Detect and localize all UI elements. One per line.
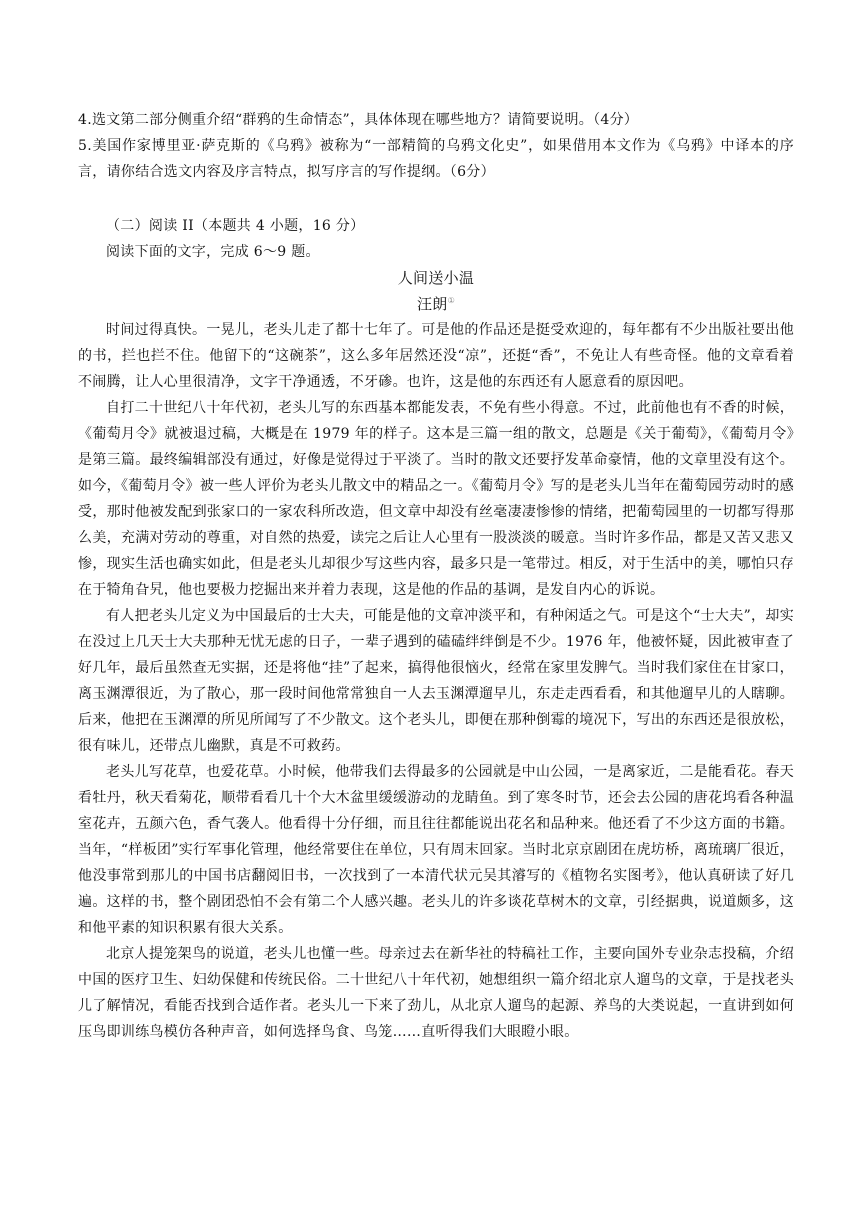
article-author (78, 291, 794, 317)
section-heading: （二）阅读 II（本题共 4 小题，16 分） (106, 218, 365, 234)
footnote-mark: ① (447, 296, 456, 305)
article-paragraph: 北京人提笼架鸟的说道，老头儿也懂一些。母亲过去在新华社的特稿社工作，主要向国外专业杂志投稿，介绍中国的医疗卫生、妇幼保健和传统民俗。二十世纪八十年代初，她想组织一篇介绍北京人遛鸟的文章，于是找老头儿了解情况，看能否找到合适作者。老头儿一下来了劲儿，从北京人遛鸟的起源、养鸟的大类说起，一直讲到如何压鸟即训练鸟模仿各种声音，如何选择鸟食、鸟笼……直听得我们大眼瞪小眼。 (78, 946, 794, 1040)
article-paragraph: 有人把老头儿定义为中国最后的士大夫，可能是他的文章冲淡平和，有种闲适之气。可是这个“士大夫”，却实在没过上几天士大夫那种无忧无虑的日子，一辈子遇到的磕磕绊绊倒是不少。1976 年，他被怀疑，因此被审查了好几年，最后虽然查无实据，还是将他“挂”了起来，搞得他很恼火，经常在家里发脾气。当时我们家住在甘家口，离玉渊潭很近，为了散心，那一段时间他常常独自一人去玉渊潭遛早儿，东走走西看看，和其他遛早儿的人瞎聊。后来，他把在玉渊潭的所见所闻写了不少散文。这个老头儿，即便在那种倒霉的境况下，写出的东西还是很放松，很有味儿，还带点儿幽默，真是不可救药。 (78, 608, 794, 754)
questions-block (78, 107, 794, 185)
reading-section (78, 213, 794, 1045)
author-name: 汪朗 (416, 295, 448, 313)
article-title: 人间送小温 (397, 269, 475, 287)
article-paragraph: 自打二十世纪八十年代初，老头儿写的东西基本都能发表，不免有些小得意。不过，此前他也有不香的时候，《葡萄月令》就被退过稿，大概是在 1979 年的样子。这本是三篇一组的散文，总题是《关于葡萄》，《葡萄月令》是第三篇。最终编辑部没有通过，好像是觉得过于平淡了。当时的散文还要抒发革命豪情，他的文章里没有这个。如今，《葡萄月令》被一些人评价为老头儿散文中的精品之一。《葡萄月令》写的是老头儿当年在葡萄园劳动时的感受，那时他被发配到张家口的一家农科所改造，但文章中却没有丝毫凄凄惨惨的情绪，把葡萄园里的一切都写得那么美，充满对劳动的尊重，对自然的热爱，读完之后让人心里有一股淡淡的暖意。当时许多作品，都是又苦又悲又惨，现实生活也确实如此，但是老头儿却很少写这些内容，最多只是一笔带过。相反，对于生活中的美，哪怕只存在于犄角旮旯，他也要极力挖掘出来并着力表现，这是他的作品的基调，是发自内心的诉说。 (78, 400, 794, 598)
section-instruction: 阅读下面的文字，完成 6～9 题。 (106, 244, 320, 260)
article-paragraph: 老头儿写花草，也爱花草。小时候，他带我们去得最多的公园就是中山公园，一是离家近，二是能看花。春天看牡丹，秋天看菊花，顺带看看几十个大木盆里缓缓游动的龙睛鱼。到了寒冬时节，还会去公园的唐花坞看各种温室花卉，五颜六色，香气袭人。他看得十分仔细，而且往往都能说出花名和品种来。他还看了不少这方面的书籍。当年，“样板团”实行军事化管理，他经常要住在单位，只有周末回家。当时北京京剧团在虎坊桥，离琉璃厂很近，他没事常到那儿的中国书店翻阅旧书，一次找到了一本清代状元吴其濬写的《植物名实图考》，他认真研读了好几遍。这样的书，整个剧团恐怕不会有第二个人感兴趣。老头儿的许多谈花草树木的文章，引经据典，说道颇多，这和他平素的知识积累有很大关系。 (78, 764, 794, 936)
question-5: 5.美国作家博里亚·萨克斯的《乌鸦》被称为“一部精简的乌鸦文化史”，如果借用本文作为《乌鸦》中译本的序言，请你结合选文内容及序言特点，拟写序言的写作提纲。（6分） (78, 138, 794, 180)
article-paragraph: 时间过得真快。一晃儿，老头儿走了都十七年了。可是他的作品还是挺受欢迎的，每年都有不少出版社要出他的书，拦也拦不住。他留下的“这碗茶”，这么多年居然还没“凉”，还挺“香”，不免让人有些奇怪。他的文章看着不闹腾，让人心里很清净，文字干净通透，不牙碜。也许，这是他的东西还有人愿意看的原因吧。 (78, 322, 794, 390)
question-4: 4.选文第二部分侧重介绍“群鸦的生命情态”，具体体现在哪些地方？请简要说明。（4分） (78, 112, 639, 128)
